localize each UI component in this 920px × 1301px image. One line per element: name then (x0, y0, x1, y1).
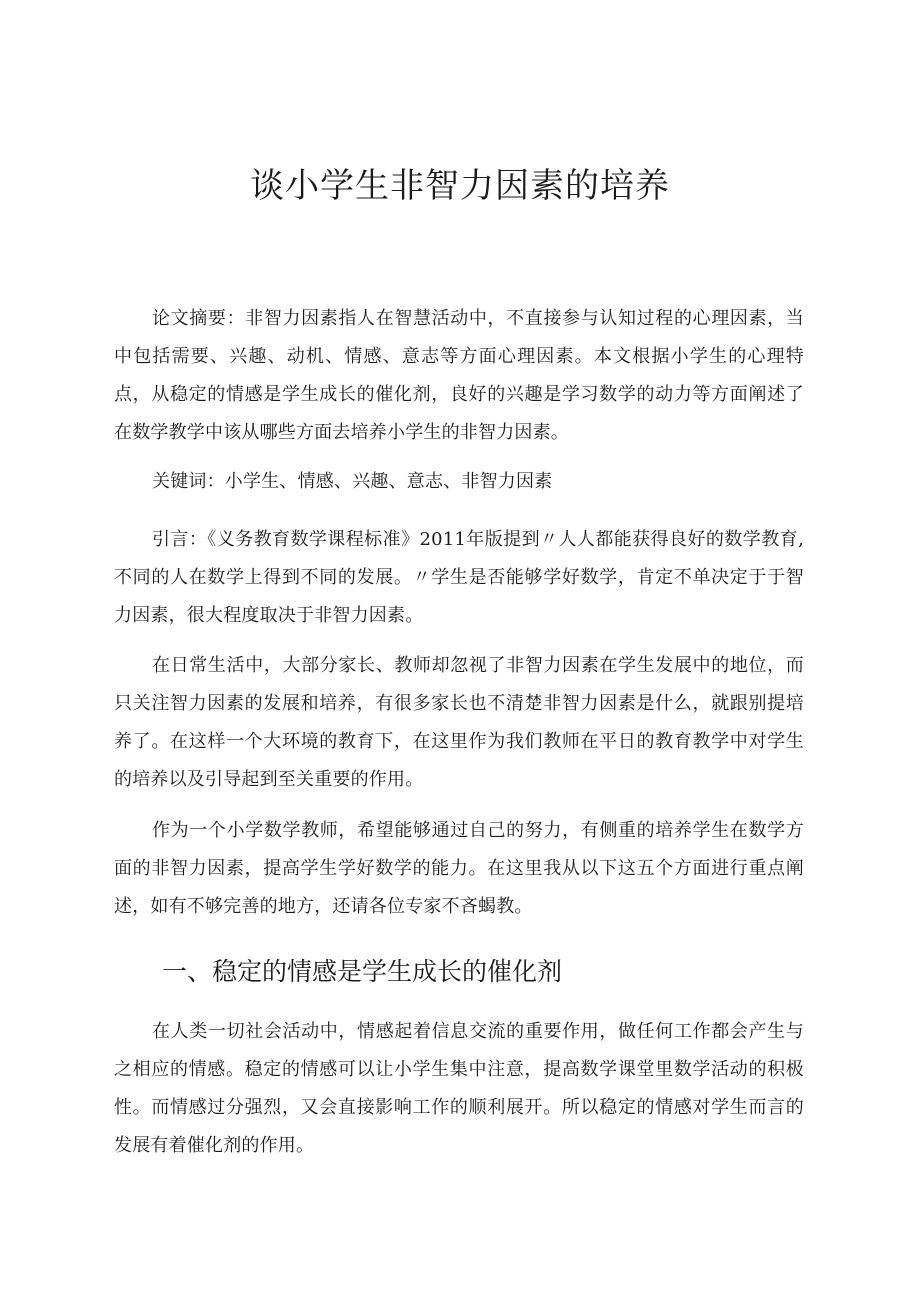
body-paragraph: 作为一个小学数学教师，希望能够通过自己的努力，有侧重的培养学生在数学方面的非智力因素，提高学生学好数学的能力。在这里我从以下这五个方面进行重点阐述，如有不够完善的地方，还请各位专家不吝蝎教。 (114, 820, 804, 917)
section-paragraph: 在人类一切社会活动中，情感起着信息交流的重要作用，做任何工作都会产生与之相应的情感。稳定的情感可以让小学生集中注意，提高数学课堂里数学活动的积极性。而情感过分强烈，又会直接影响工作的顺利展开。所以稳定的情感对学生而言的发展有着催化剂的作用。 (114, 1021, 804, 1156)
keywords-paragraph: 关键词：小学生、情感、兴趣、意志、非智力因素 (152, 471, 553, 492)
document-title: 谈小学生非智力因素的培养 (250, 166, 670, 206)
introduction-paragraph: 引言：《义务教育数学课程标准》2011年版提到〃人人都能获得良好的数学教育,不同的人在数学上得到不同的发展。〃学生是否能够学好数学，肯定不单决定于于智力因素，很大程度取决于非智力因素。 (114, 529, 804, 626)
body-paragraph: 在日常生活中，大部分家长、教师却忽视了非智力因素在学生发展中的地位，而只关注智力因素的发展和培养，有很多家长也不清楚非智力因素是什么，就跟别提培养了。在这样一个大环境的教育下，在这里作为我们教师在平日的教育教学中对学生的培养以及引导起到至关重要的作用。 (114, 655, 804, 790)
section-heading: 一、稳定的情感是学生成长的催化剂 (162, 957, 563, 986)
abstract-paragraph: 论文摘要：非智力因素指人在智慧活动中，不直接参与认知过程的心理因素，当中包括需要、兴趣、动机、情感、意志等方面心理因素。本文根据小学生的心理特点，从稳定的情感是学生成长的催化剂，良好的兴趣是学习数学的动力等方面阐述了在数学教学中该从哪些方面去培养小学生的非智力因素。 (114, 308, 804, 443)
